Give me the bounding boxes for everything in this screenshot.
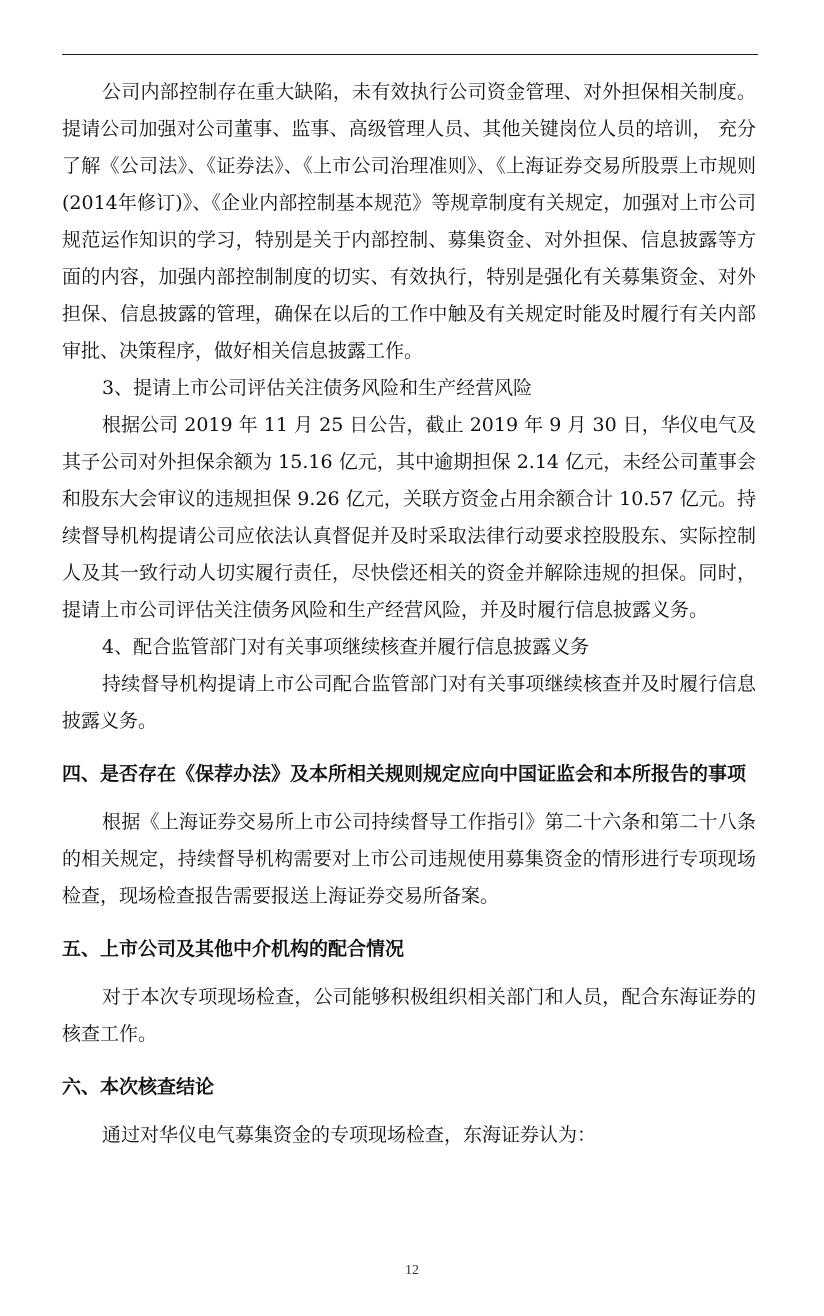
section-4-heading: 四、是否存在《保荐办法》及本所相关规则规定应向中国证监会和本所报告的事项 xyxy=(62,763,747,785)
section-6-heading: 六、本次核查结论 xyxy=(62,1076,215,1098)
section-6-body: 通过对华仪电气募集资金的专项现场检查，东海证券认为： xyxy=(102,1124,597,1146)
paragraph-guarantee-details: 根据公司 2019 年 11 月 25 日公告，截止 2019 年 9 月 30 日，华仪电气及其子公司对外担保余额为 15.16 亿元，其中逾期担保 2.14 亿元，未经公司董事会和股东大会审议的违规担保 9.26 亿元，关联方资金占用余额合计 10.57 亿元。持续督导机构提请公司应依法认真督促并及时采取法律行动要求控股股东、实际控制人及其一致行动人切实履行责任，尽快偿还相关的资金并解除违规的担保。同时，提请上市公司评估关注债务风险和生产经营风险，并及时履行信息披露义务。 xyxy=(62,414,756,621)
section-4-body: 根据《上海证券交易所上市公司持续督导工作指引》第二十六条和第二十八条的相关规定，持续督导机构需要对上市公司违规使用募集资金的情形进行专项现场检查，现场检查报告需要报送上海证券交易所备案。 xyxy=(62,811,756,907)
item-3-title: 3、提请上市公司评估关注债务风险和生产经营风险 xyxy=(102,377,533,399)
section-5-body: 对于本次专项现场检查，公司能够积极组织相关部门和人员，配合东海证券的核查工作。 xyxy=(62,986,756,1045)
section-5-heading: 五、上市公司及其他中介机构的配合情况 xyxy=(62,938,405,960)
item-4-title: 4、配合监管部门对有关事项继续核查并履行信息披露义务 xyxy=(102,636,590,658)
document-body xyxy=(62,74,756,1154)
paragraph-internal-control: 公司内部控制存在重大缺陷，未有效执行公司资金管理、对外担保相关制度。提请公司加强对公司董事、监事、高级管理人员、其他关键岗位人员的培训， 充分了解《公司法》、《证券法》、《上市公司治理准则》、《上海证券交易所股票上市规则 (2014年修订)》、《企业内部控制基本规范》等规章制度有关规定，加强对上市公司规范运作知识的学习，特别是关于内部控制、募集资金、对外担保、信息披露等方面的内容，加强内部控制制度的切实、有效执行，特别是强化有关募集资金、对外担保、信息披露的管理，确保在以后的工作中触及有关规定时能及时履行有关内部审批、决策程序，做好相关信息披露工作。 xyxy=(62,81,756,362)
header-rule xyxy=(62,54,758,55)
paragraph-supervision: 持续督导机构提请上市公司配合监管部门对有关事项继续核查并及时履行信息披露义务。 xyxy=(62,673,756,732)
page-number: 12 xyxy=(405,1263,419,1278)
